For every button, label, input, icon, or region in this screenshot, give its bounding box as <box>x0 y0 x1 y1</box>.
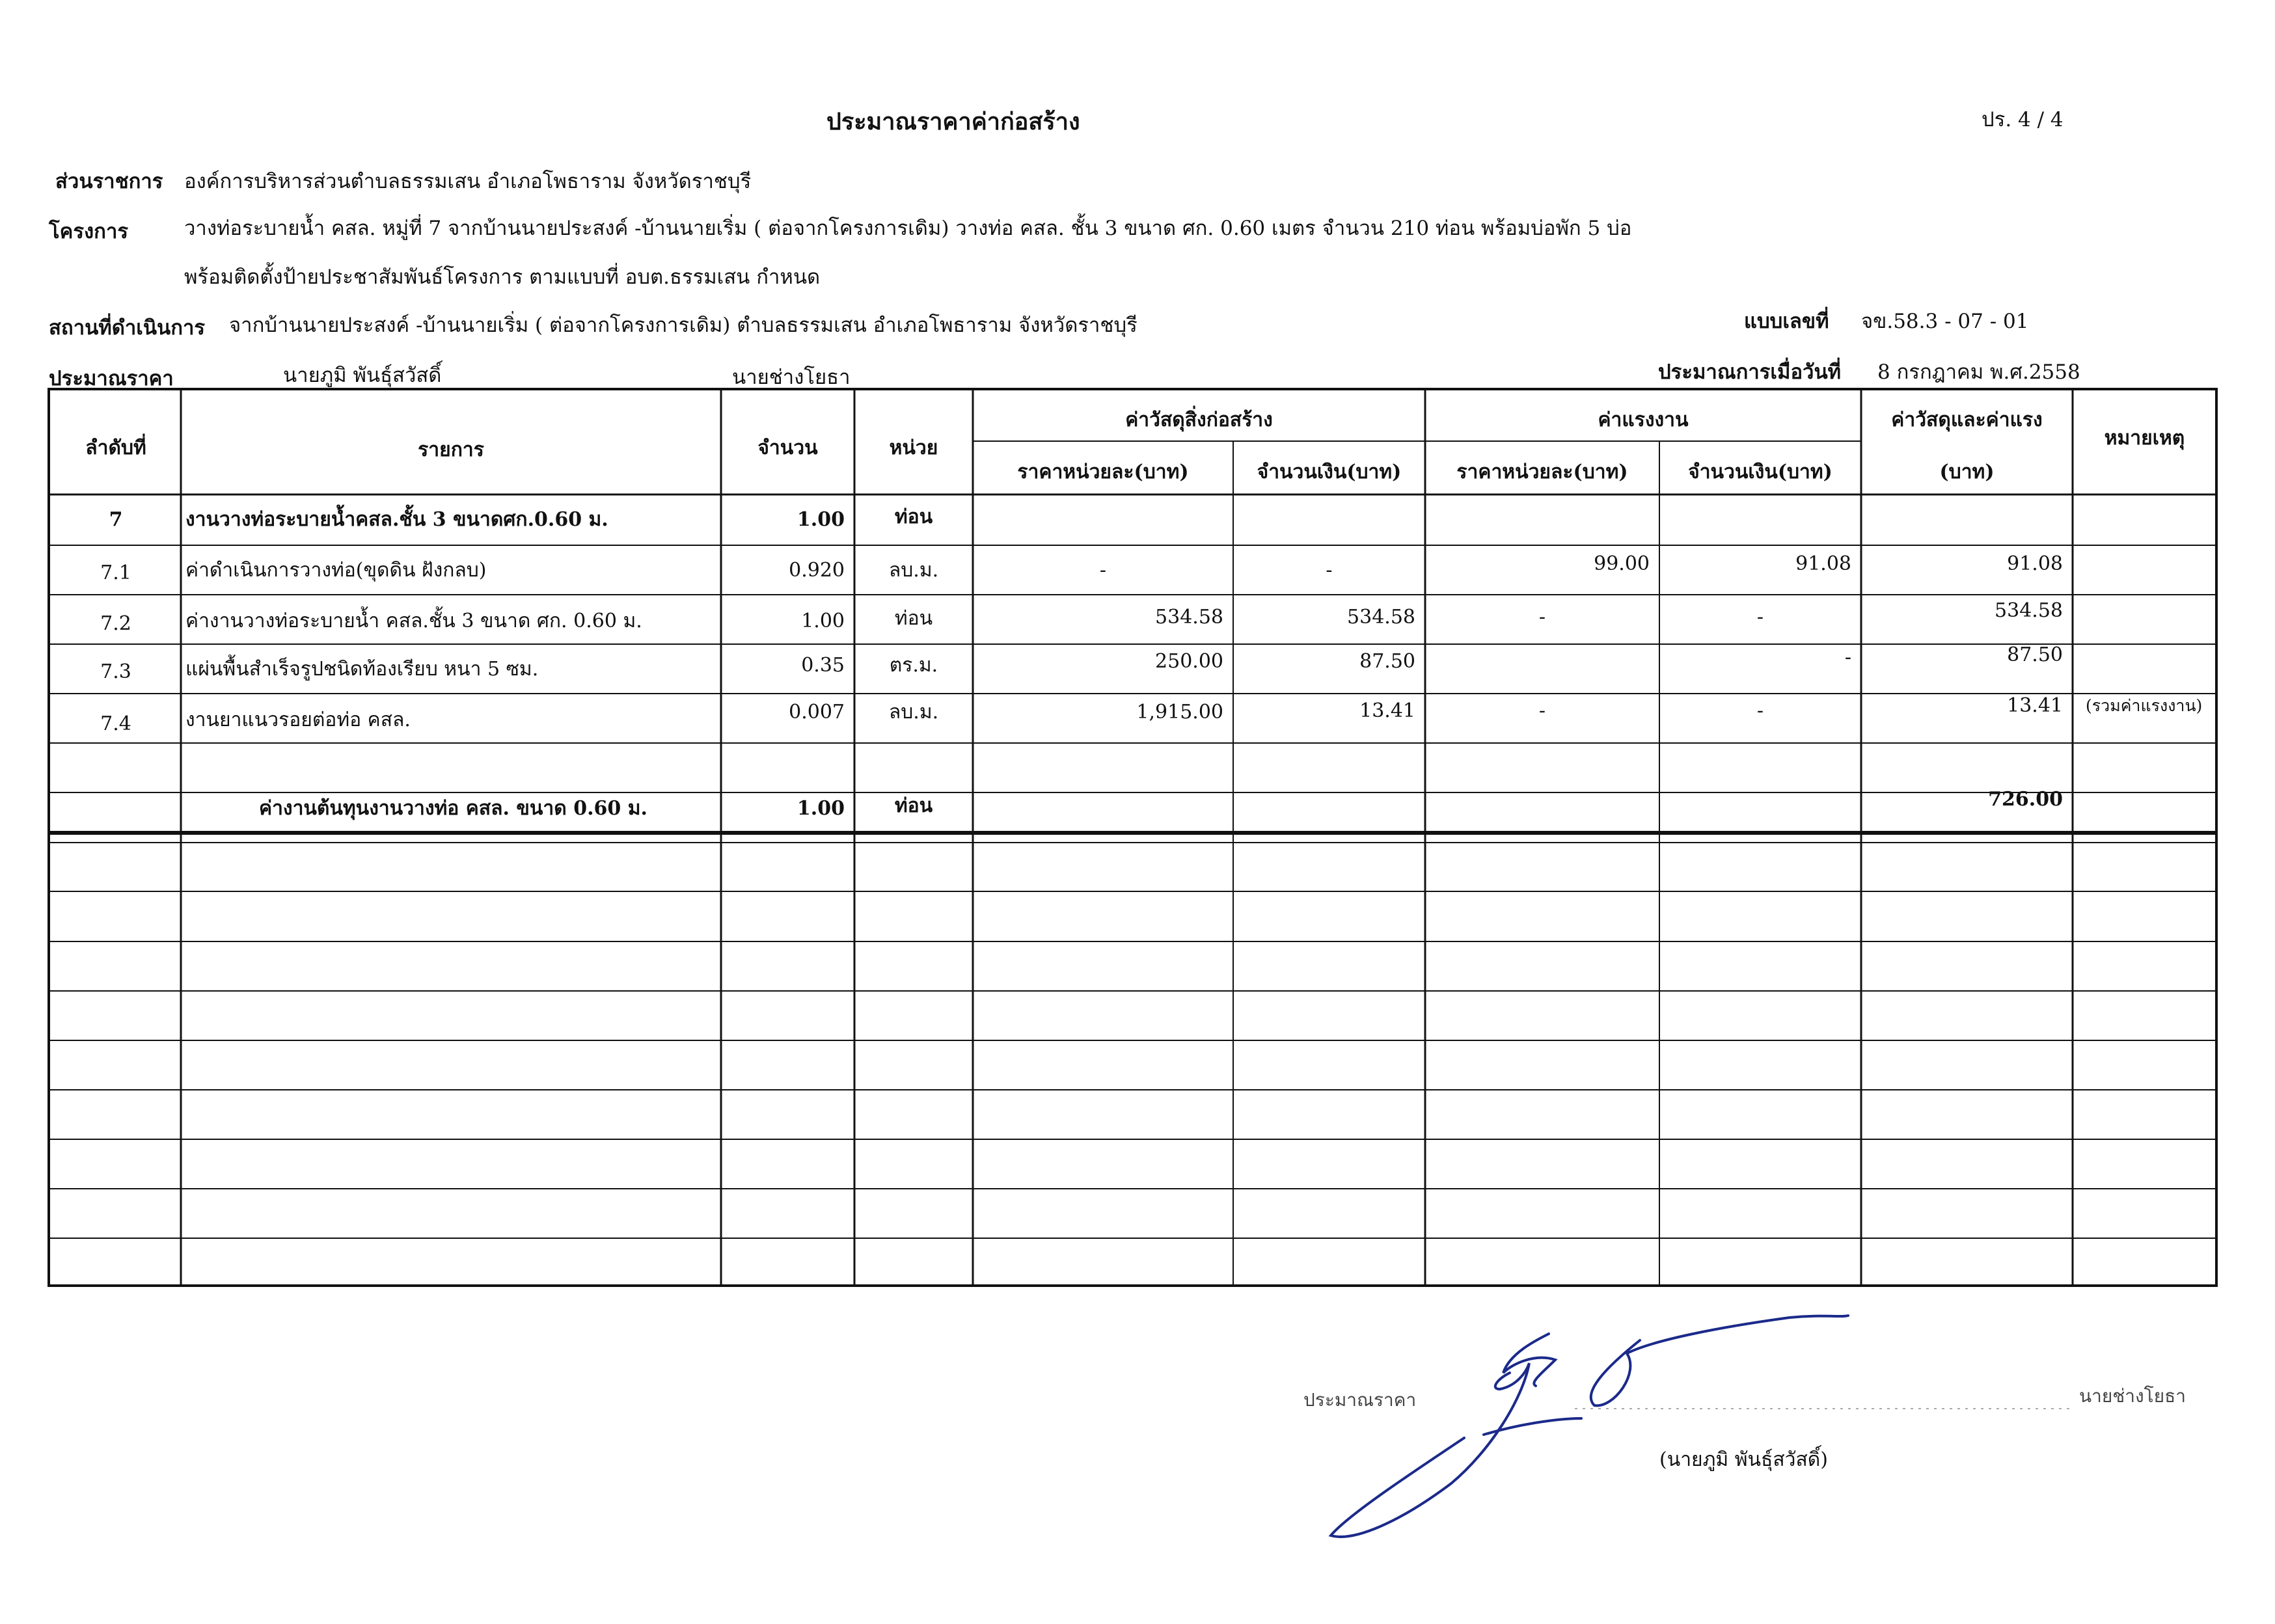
agency-label: ส่วนราชการ <box>55 170 163 193</box>
table-row-unit: ลบ.ม. <box>888 559 939 582</box>
table-row-unit: ท่อน <box>894 506 933 528</box>
estimator-name: นายภูมิ พันธุ์สวัสดิ์ <box>283 364 442 387</box>
table-row-material-amount: 13.41 <box>1359 699 1415 722</box>
table-row-unit: ตร.ม. <box>889 654 938 677</box>
table-row-material-amount: 87.50 <box>1359 650 1415 673</box>
table-row-unit: ท่อน <box>894 607 933 630</box>
summary-item: ค่างานต้นทุนงานวางท่อ คสล. ขนาด 0.60 ม. <box>259 797 647 820</box>
estimator-label: ประมาณราคา <box>49 367 174 390</box>
table-row-material-price: 534.58 <box>1155 606 1223 629</box>
table-row-material-amount: 534.58 <box>1347 606 1415 629</box>
th-unit: หน่วย <box>889 437 938 459</box>
table-row-total: 13.41 <box>2007 694 2063 717</box>
table-row-item: ค่าดำเนินการวางท่อ(ขุดดิน ฝังกลบ) <box>185 559 487 582</box>
table-row-labor-amount: 91.08 <box>1795 552 1851 575</box>
handwritten-signature <box>1301 1301 1887 1562</box>
th-qty: จำนวน <box>757 437 818 459</box>
table-row-material-amount: - <box>1326 559 1333 582</box>
date-label: ประมาณการเมื่อวันที่ <box>1658 360 1842 384</box>
th-material-group: ค่าวัสดุสิ่งก่อสร้าง <box>1125 409 1273 431</box>
table-row-qty: 0.920 <box>789 559 845 582</box>
table-row-seq: 7 <box>109 508 123 531</box>
table-row-labor-price: 99.00 <box>1594 552 1650 575</box>
design-no-label: แบบเลขที่ <box>1744 310 1829 333</box>
table-row-material-price: - <box>1099 559 1107 582</box>
th-material-unit-price: ราคาหน่วยละ(บาท) <box>1017 461 1189 483</box>
signature-dotted-line <box>1575 1405 2069 1412</box>
table-row-seq: 7.3 <box>100 660 131 683</box>
project-line-1: วางท่อระบายน้ำ คสล. หมู่ที่ 7 จากบ้านนายประสงค์ -บ้านนายเริ่ม ( ต่อจากโครงการเดิม) วางท่อ คสล. ชั้น 3 ขนาด ศก. 0.60 เมตร จำนวน 210 ท่อน พร้อมบ่อพัก 5 บ่อ <box>184 217 1632 240</box>
th-labor-unit-price: ราคาหน่วยละ(บาท) <box>1456 461 1628 483</box>
design-no-value: จข.58.3 - 07 - 01 <box>1861 310 2029 333</box>
th-remark: หมายเหตุ <box>2104 427 2185 450</box>
signature-position-label: นายช่างโยธา <box>2079 1385 2186 1407</box>
date-value: 8 กรกฎาคม พ.ศ.2558 <box>1877 360 2080 384</box>
th-total-unit: (บาท) <box>1939 461 1995 483</box>
table-row-seq: 7.2 <box>100 612 131 635</box>
table-row-remark: (รวมค่าแรงงาน) <box>2086 696 2203 715</box>
estimator-position: นายช่างโยธา <box>732 366 851 389</box>
page-number: ปร. 4 / 4 <box>1982 108 2064 131</box>
table-row-labor-amount: - <box>1756 606 1764 629</box>
th-item: รายการ <box>418 439 484 461</box>
table-row-labor-price: - <box>1538 699 1546 722</box>
table-row-material-price: 250.00 <box>1155 650 1223 673</box>
summary-unit: ท่อน <box>894 794 933 817</box>
table-row-total: 534.58 <box>1995 599 2063 622</box>
table-row-unit: ลบ.ม. <box>888 701 939 724</box>
table-row-item: งานวางท่อระบายน้ำคสล.ชั้น 3 ขนาดศก.0.60 ม. <box>185 508 608 531</box>
table-row-seq: 7.4 <box>100 712 131 735</box>
th-labor-amount: จำนวนเงิน(บาท) <box>1688 461 1832 483</box>
location-label: สถานที่ดำเนินการ <box>49 316 206 340</box>
project-line-2: พร้อมติดตั้งป้ายประชาสัมพันธ์โครงการ ตามแบบที่ อบต.ธรรมเสน กำหนด <box>184 265 821 289</box>
table-row-labor-price: - <box>1538 606 1546 629</box>
th-material-amount: จำนวนเงิน(บาท) <box>1257 461 1402 483</box>
table-row-qty: 0.007 <box>789 701 845 724</box>
table-row-total: 87.50 <box>2007 643 2063 666</box>
table-row-item: แผ่นพื้นสำเร็จรูปชนิดท้องเรียบ หนา 5 ซม. <box>185 658 539 681</box>
th-total-group: ค่าวัสดุและค่าแรง <box>1891 409 2043 431</box>
table-row-seq: 7.1 <box>100 562 131 584</box>
table-row-labor-amount: - <box>1756 699 1764 722</box>
summary-total: 726.00 <box>1988 788 2063 811</box>
th-seq: ลำดับที่ <box>85 437 146 459</box>
table-row-qty: 1.00 <box>801 610 845 632</box>
signature-estimator-label: ประมาณราคา <box>1303 1389 1417 1411</box>
signature-name: (นายภูมิ พันธุ์สวัสดิ์) <box>1659 1448 1828 1471</box>
table-row-item: งานยาแนวรอยต่อท่อ คสล. <box>185 709 411 731</box>
agency-value: องค์การบริหารส่วนตำบลธรรมเสน อำเภอโพธาราม จังหวัดราชบุรี <box>184 170 752 193</box>
th-labor-group: ค่าแรงงาน <box>1598 409 1689 431</box>
table-row-item: ค่างานวางท่อระบายน้ำ คสล.ชั้น 3 ขนาด ศก. 0.60 ม. <box>185 610 642 632</box>
table-row-total: 91.08 <box>2007 552 2063 575</box>
table-row-qty: 1.00 <box>797 508 845 531</box>
page-title: ประมาณราคาค่าก่อสร้าง <box>826 108 1080 135</box>
table-row-labor-amount: - <box>1844 646 1851 669</box>
project-label: โครงการ <box>49 220 129 243</box>
summary-qty: 1.00 <box>797 797 845 820</box>
table-row-material-price: 1,915.00 <box>1136 701 1223 724</box>
table-row-qty: 0.35 <box>801 654 845 677</box>
location-value: จากบ้านนายประสงค์ -บ้านนายเริ่ม ( ต่อจากโครงการเดิม) ตำบลธรรมเสน อำเภอโพธาราม จังหวัดราชบุรี <box>229 314 1138 337</box>
